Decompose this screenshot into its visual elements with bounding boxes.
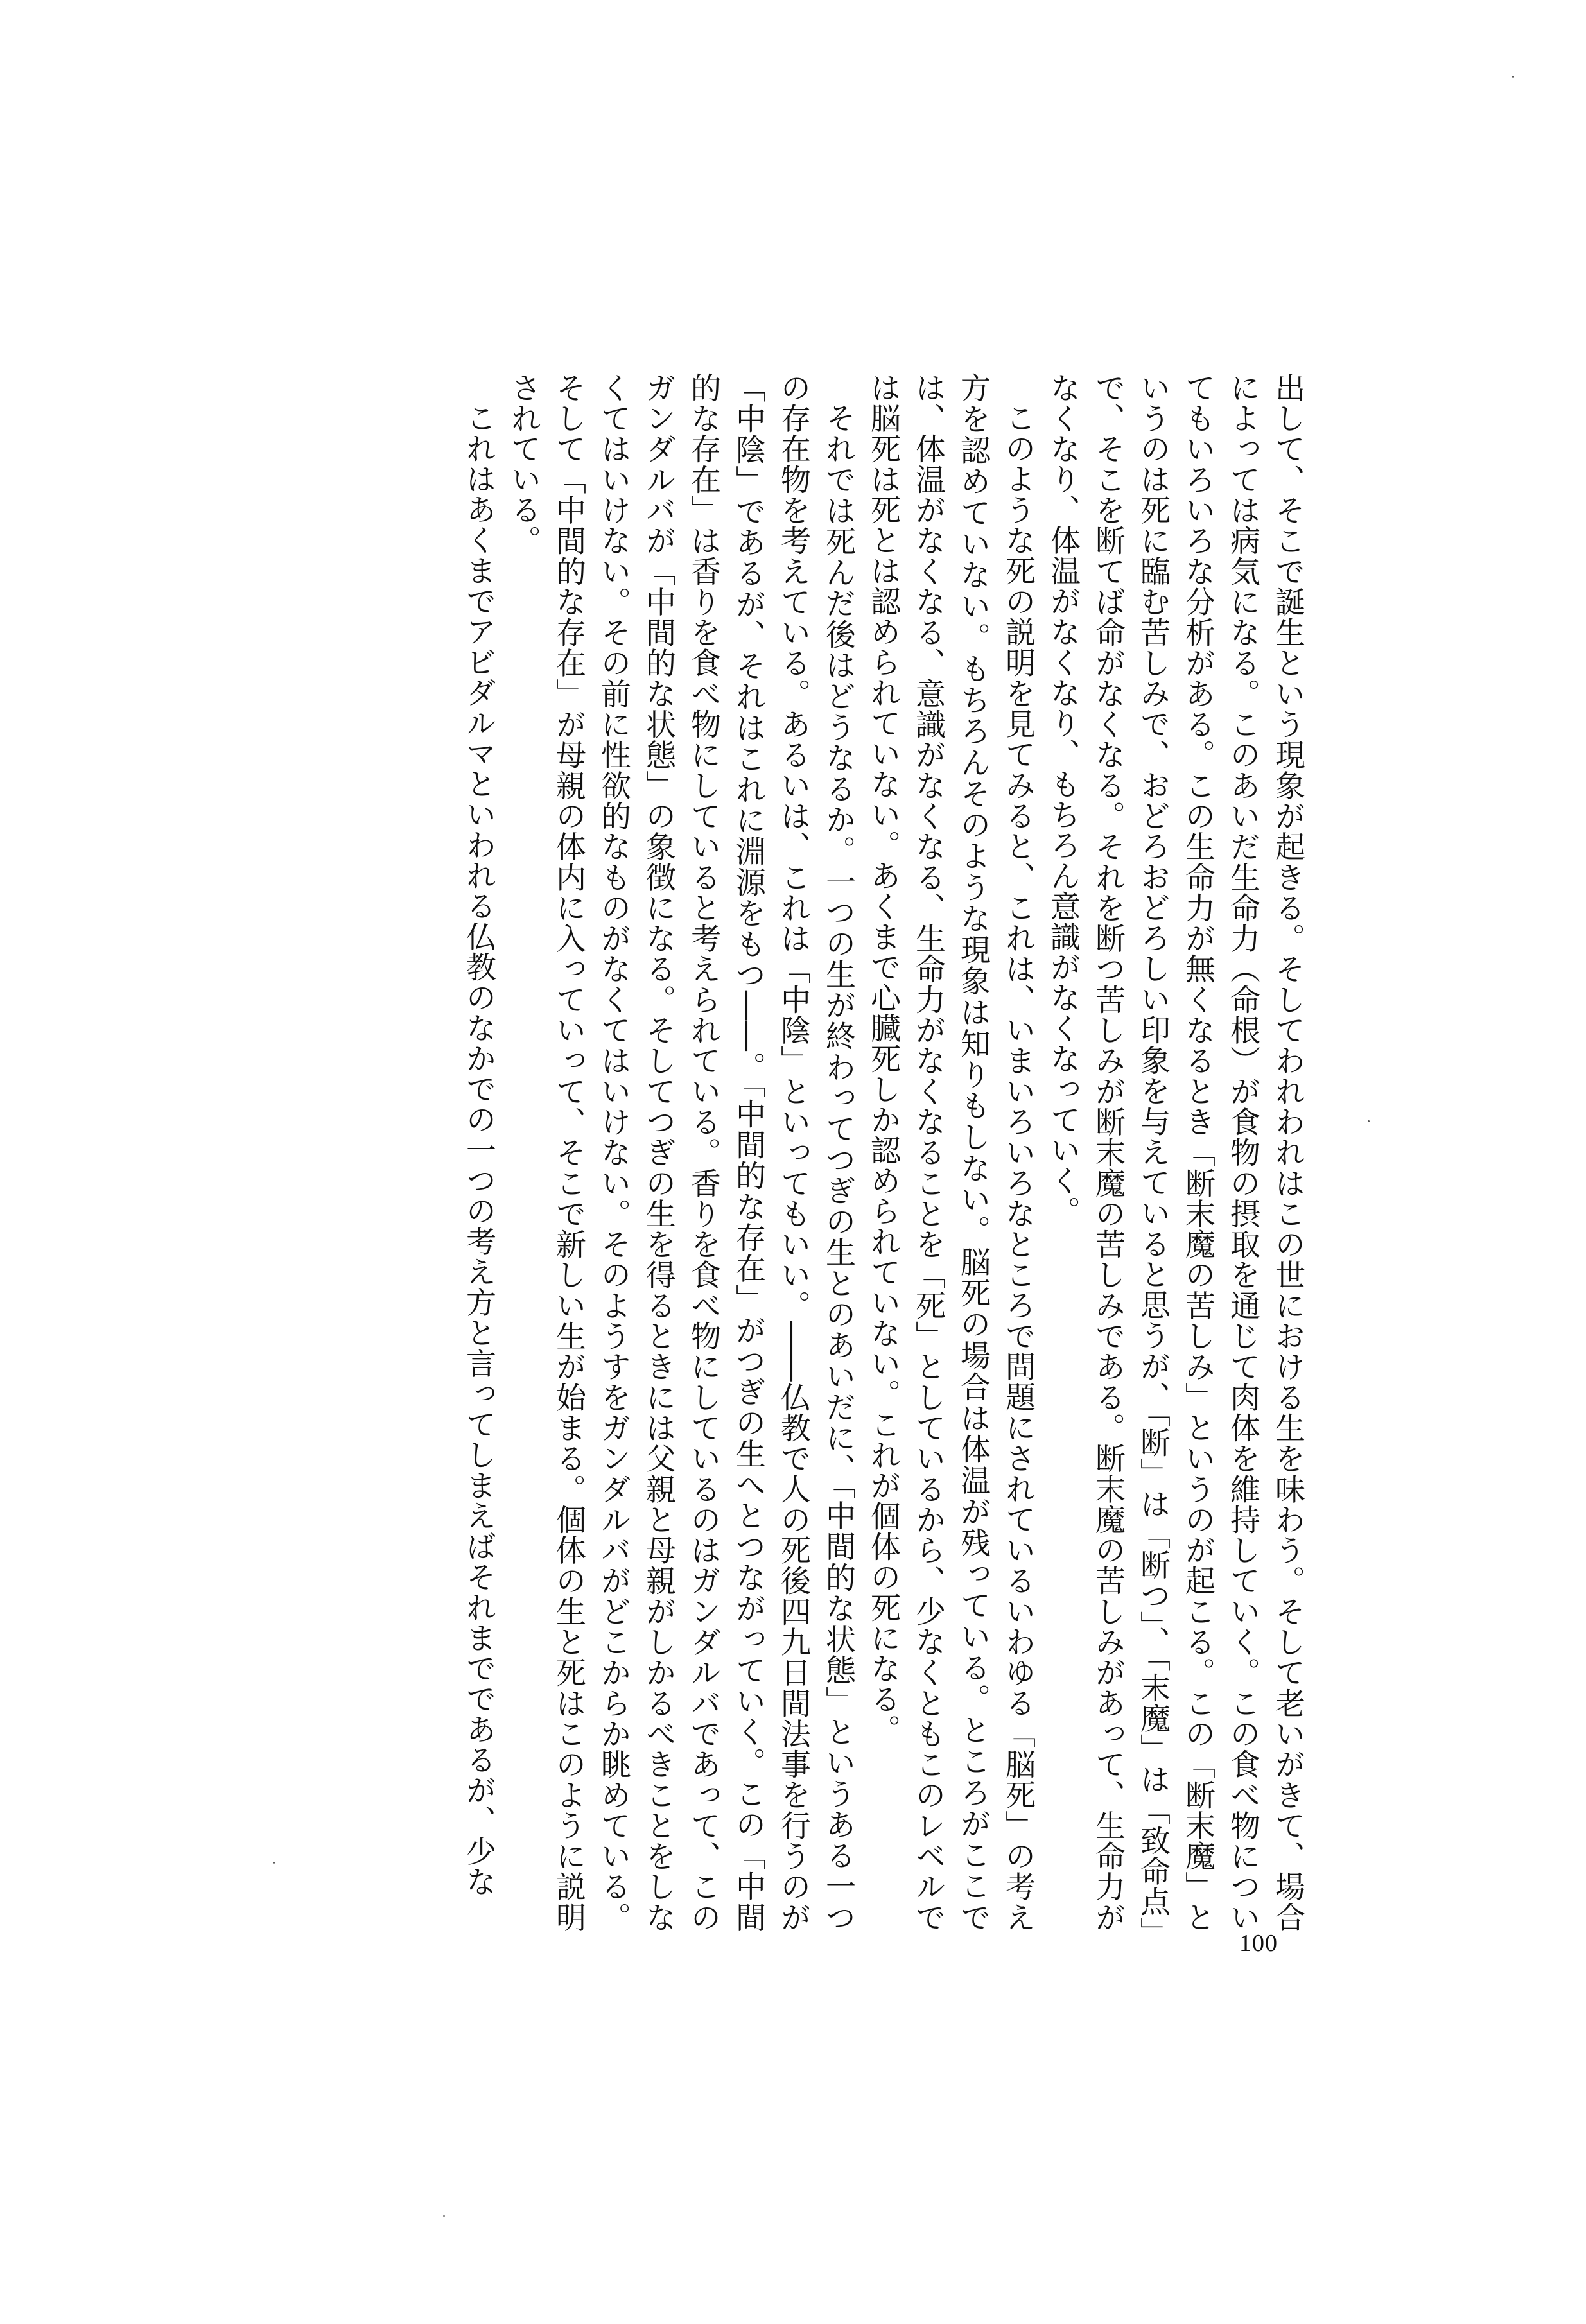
scan-speck [1512, 76, 1514, 78]
vertical-text-body [456, 372, 1310, 1932]
scan-speck [443, 2215, 445, 2217]
scan-speck [1368, 1120, 1370, 1122]
paragraph-4: これはあくまでアビダルマといわれる仏教のなかでの一つの考え方と言ってしまえばそれまでであるが、少な [461, 403, 496, 1897]
scan-speck [273, 1862, 275, 1864]
paragraph-3: それでは死んだ後はどうなるか。一つの生が終わってつぎの生とのあいだに、「中間的な状態」というある一つの存在物を考えている。あるいは、これは「中陰」といってもいい。――仏教で人の死後四九日間法事を行うのが「中陰」であるが、それはこれに淵源をもつ――。「中間的な存在」がつぎの生へとつながっていく。この「中間的な存在」は香りを食べ物にしていると考えられている。香りを食べ物にしているのはガンダルバであって、このガンダルバが「中間的な状態」の象徴になる。そしてつぎの生を得るときには父親と母親がしかるべきことをしなくてはいけない。その前に性欲的なものがなくてはいけない。そのようすをガンダルバがどこからか眺めている。そして「中間的な存在」が母親の体内に入っていって、そこで新しい生が始まる。個体の生と死はこのように説明されている。 [506, 372, 856, 1933]
paragraph-2: このような死の説明を見てみると、これは、いまいろいろなところで問題にされているいわゆる「脳死」の考え方を認めていない。もちろんそのような現象は知りもしない。脳死の場合は体温が残っている。ところがここでは、体温がなくなる、意識がなくなる、生命力がなくなることを「死」としているから、少なくともこのレベルでは脳死は死とは認められていない。あくまで心臓死しか認められていない。これが個体の死になる。 [866, 372, 1036, 1932]
page-number: 100 [1239, 1930, 1278, 1957]
paragraph-1: 出して、そこで誕生という現象が起きる。そしてわれわれはこの世における生を味わう。そして老いがきて、場合によっては病気になる。このあいだ生命力（命根）が食物の摂取を通じて肉体を維持していく。この食べ物についてもいろいろな分析がある。この生命力が無くなるとき「断末魔の苦しみ」というのが起こる。この「断末魔」というのは死に臨む苦しみで、おどろおどろしい印象を与えていると思うが、「断」は「断つ」、「末魔」は「致命点」で、そこを断てば命がなくなる。それを断つ苦しみが断末魔の苦しみである。断末魔の苦しみがあって、生命力がなくなり、体温がなくなり、もちろん意識がなくなっていく。 [1045, 372, 1305, 1933]
